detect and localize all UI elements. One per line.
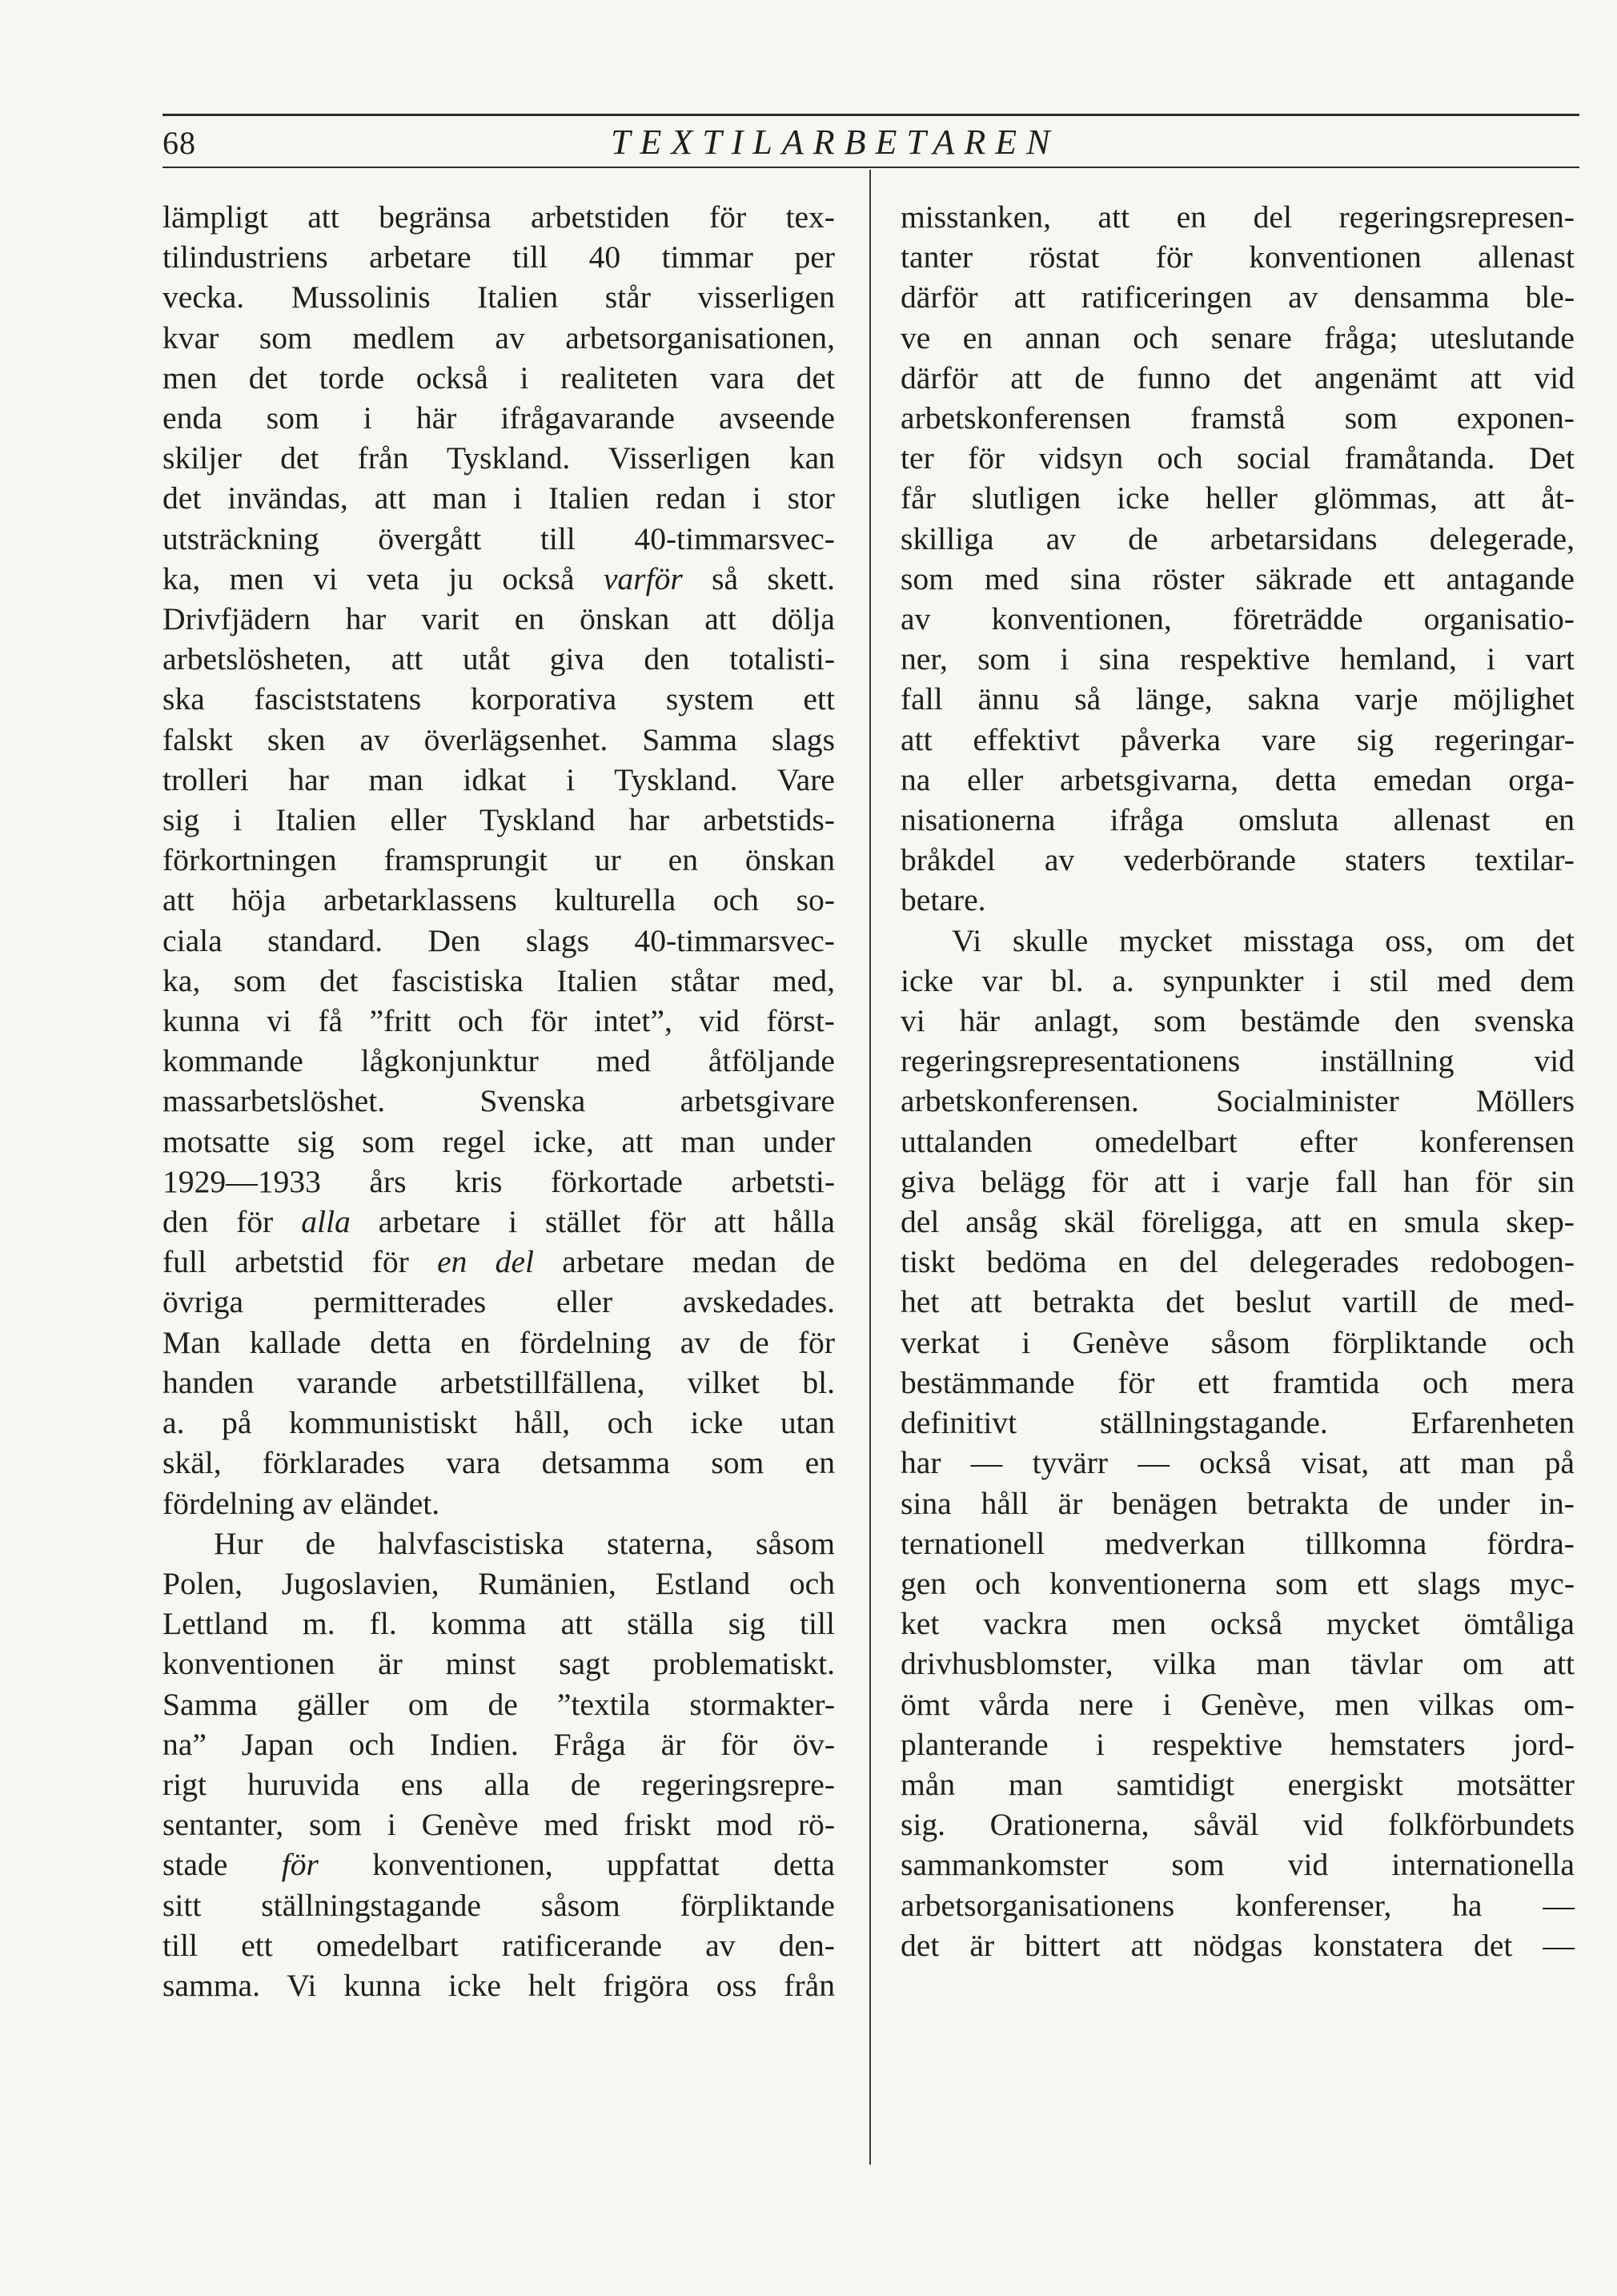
text-line: motsatte sig som regel icke, att man under [163,1123,835,1159]
text-line: Lettland m. fl. komma att ställa sig till [163,1606,835,1642]
text-line: det är bittert att nödgas konstatera det — [901,1927,1575,1963]
text-line: arbetskonferensen. Socialminister Möllers [901,1083,1575,1119]
text-line: av konventionen, företrädde organisatio- [901,601,1575,637]
running-title: TEXTILARBETAREN [611,122,1060,162]
text-line: Drivfjädern har varit en önskan att dölja [163,601,835,637]
text-line: gen och konventionerna som ett slags myc- [901,1565,1575,1601]
text-line: nisationerna ifråga omsluta allenast en [901,802,1575,838]
text-line: enda som i här ifrågavarande avseende [163,400,835,436]
text-line: sig i Italien eller Tyskland har arbetstids- [163,802,835,838]
text-line: kunna vi få ”fritt och för intet”, vid först- [163,1003,835,1039]
text-line: 1929—1933 års kris förkortade arbetsti- [163,1163,835,1199]
text-line: skiljer det från Tyskland. Visserligen kan [163,440,835,476]
text-line: Man kallade detta en fördelning av de för [163,1324,835,1360]
right-text-column [901,197,1575,1965]
text-segment: arbetare medan de [534,1244,835,1280]
text-line: bråkdel av vederbörande staters textilar- [901,842,1575,878]
text-segment: arbetare i stället för att hålla [350,1204,835,1240]
text-segment: full arbetstid för [163,1244,438,1280]
text-line: ter för vidsyn och social framåtanda. Det [901,440,1575,476]
text-line: som med sina röster säkrade ett antagande [901,560,1575,596]
text-line: kommande lågkonjunktur med åtföljande [163,1043,835,1079]
text-line: ner, som i sina respektive hemland, i vart [901,641,1575,677]
text-line: utsträckning övergått till 40-timmarsvec- [163,520,835,556]
text-line: na eller arbetsgivarna, detta emedan orga- [901,761,1575,797]
text-line: förkortningen framsprungit ur en önskan [163,842,835,878]
text-line: del ansåg skäl föreligga, att en smula skep- [901,1204,1575,1240]
text-line: tiskt bedöma en del delegerades redobogen- [901,1244,1575,1280]
emphasized-word: för [281,1847,319,1883]
text-line: fall ännu så länge, sakna varje möjlighet [901,681,1575,717]
left-text-column [163,197,835,2005]
text-line: ka, som det fascistiska Italien ståtar med, [163,962,835,998]
text-line: ska fasciststatens korporativa system ett [163,681,835,717]
text-line: därför att ratificeringen av densamma ble- [901,279,1575,315]
text-line: rigt huruvida ens alla de regeringsrepre- [163,1766,835,1802]
text-line: het att betrakta det beslut vartill de med- [901,1284,1575,1320]
text-line: bestämmande för ett framtida och mera [901,1364,1575,1400]
text-line: ternationell medverkan tillkomna fördra- [901,1525,1575,1561]
emphasized-word: varför [603,560,683,596]
text-line: därför att de funno det angenämt att vid [901,359,1575,395]
text-line: Polen, Jugoslavien, Rumänien, Estland och [163,1565,835,1601]
text-line: samma. Vi kunna icke helt frigöra oss från [163,1967,835,2003]
header-top-rule [163,114,1579,116]
text-line: handen varande arbetstillfällena, vilket bl. [163,1364,835,1400]
text-line: att effektivt påverka vare sig regeringar- [901,721,1575,757]
text-line: får slutligen icke heller glömmas, att åt- [901,480,1575,516]
text-line: falskt sken av överlägsenhet. Samma slags [163,721,835,757]
text-line: ket vackra men också mycket ömtåliga [901,1606,1575,1642]
text-line: sina håll är benägen betrakta de under in- [901,1485,1575,1521]
text-line: kvar som medlem av arbetsorganisationen, [163,319,835,355]
text-line: Hur de halvfascistiska staterna, såsom [214,1525,835,1561]
text-line: planterande i respektive hemstaters jord- [901,1726,1575,1762]
text-line: lämpligt att begränsa arbetstiden för tex- [163,199,835,235]
column-divider [869,170,871,2165]
text-line: na” Japan och Indien. Fråga är för öv- [163,1726,835,1762]
text-line: betare. [901,882,986,918]
text-line: sammankomster som vid internationella [901,1847,1575,1883]
text-line: har — tyvärr — också visat, att man på [901,1445,1575,1481]
page-number: 68 [163,125,196,161]
text-line: konventionen är minst sagt problematiskt. [163,1646,835,1682]
text-line: vecka. Mussolinis Italien står visserligen [163,279,835,315]
text-line: giva belägg för att i varje fall han för sin [901,1163,1575,1199]
text-line: Vi skulle mycket misstaga oss, om det [952,922,1575,958]
text-segment: konventionen, uppfattat detta [318,1847,835,1883]
text-line: regeringsrepresentationens inställning vid [901,1043,1575,1079]
header-bottom-rule [163,167,1579,168]
page-header [163,114,1579,171]
text-line: ömt vårda nere i Genève, men vilkas om- [901,1686,1575,1722]
text-segment: den för [163,1204,302,1240]
text-line: definitivt ställningstagande. Erfarenheten [901,1405,1575,1441]
emphasized-word: alla [301,1204,351,1240]
text-line: sig. Orationerna, såväl vid folkförbundets [901,1807,1575,1843]
text-line: arbetskonferensen framstå som exponen- [901,400,1575,436]
text-line: Samma gäller om de ”textila stormakter- [163,1686,835,1722]
text-line [163,559,835,599]
emphasized-word: en del [437,1244,535,1280]
text-line [163,1202,835,1242]
text-segment: ka, men vi veta ju också [163,560,604,596]
text-line: drivhusblomster, vilka man tävlar om att [901,1646,1575,1682]
text-line: ve en annan och senare fråga; uteslutande [901,319,1575,355]
text-line: till ett omedelbart ratificerande av den- [163,1927,835,1963]
text-line: misstanken, att en del regeringsrepresen- [901,199,1575,235]
text-line: verkat i Genève såsom förpliktande och [901,1324,1575,1360]
text-line: vi här anlagt, som bestämde den svenska [901,1003,1575,1039]
text-line: tilindustriens arbetare till 40 timmar per [163,239,835,275]
text-line: trolleri har man idkat i Tyskland. Vare [163,761,835,797]
text-line: icke var bl. a. synpunkter i stil med dem [901,962,1575,998]
text-line: massarbetslöshet. Svenska arbetsgivare [163,1083,835,1119]
text-line: skäl, förklarades vara detsamma som en [163,1445,835,1481]
text-line: ciala standard. Den slags 40-timmarsvec- [163,922,835,958]
text-line [163,1844,835,1885]
text-line: övriga permitterades eller avskedades. [163,1284,835,1320]
text-line: sitt ställningstagande såsom förpliktande [163,1887,835,1923]
text-line: uttalanden omedelbart efter konferensen [901,1123,1575,1159]
text-line: det invändas, att man i Italien redan i stor [163,480,835,516]
text-line: arbetsorganisationens konferenser, ha — [901,1887,1575,1923]
text-line: arbetslösheten, att utåt giva den totalisti- [163,641,835,677]
text-line: tanter röstat för konventionen allenast [901,239,1575,275]
text-line: att höja arbetarklassens kulturella och so- [163,882,835,918]
text-line: mån man samtidigt energiskt motsätter [901,1766,1575,1802]
text-line: fördelning av eländet. [163,1485,440,1521]
text-segment: så skett. [682,560,835,596]
text-line [163,1242,835,1282]
text-line: a. på kommunistiskt håll, och icke utan [163,1405,835,1441]
text-line: skilliga av de arbetarsidans delegerade, [901,520,1575,556]
text-line: men det torde också i realiteten vara det [163,359,835,395]
text-segment: stade [163,1847,282,1883]
text-line: sentanter, som i Genève med friskt mod rö- [163,1807,835,1843]
